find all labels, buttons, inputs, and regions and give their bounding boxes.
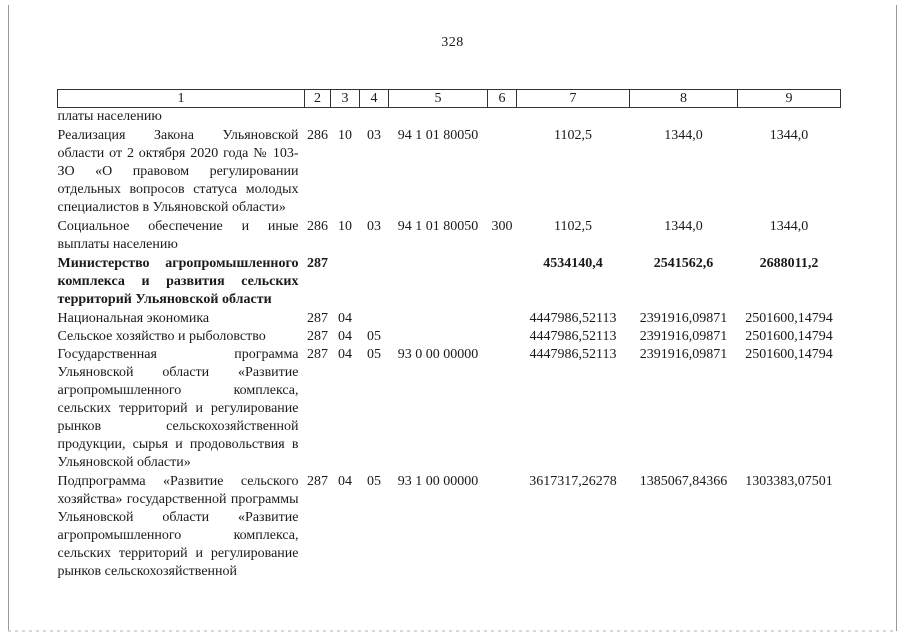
cell-target-article: 94 1 01 80050 <box>397 219 479 234</box>
cell-section: 10 <box>338 219 352 234</box>
table-row <box>58 126 841 217</box>
cell-code <box>305 108 331 127</box>
cell-code: 286 <box>307 128 328 143</box>
row-name: Сельское хозяйство и рыболовство <box>57 329 266 344</box>
cell-subsection <box>360 254 389 309</box>
cell-expense-type: 300 <box>491 219 513 234</box>
cell-amount-2 <box>630 108 738 127</box>
cell-amount-2: 2391916,09871 <box>639 347 728 362</box>
cell-target-article: 93 1 00 00000 <box>397 474 479 489</box>
cell-code: 287 <box>307 347 328 362</box>
table-row <box>58 217 841 254</box>
cell-amount-1: 4534140,4 <box>543 256 603 271</box>
cell-amount-1: 4447986,52113 <box>529 347 617 362</box>
cell-target-article <box>389 108 488 127</box>
cell-amount-3: 2688011,2 <box>759 256 819 271</box>
scan-edge <box>8 630 897 632</box>
row-name: Министерство агропромышленного комплекса и развития сельских территорий Ульяновской области <box>57 256 299 307</box>
cell-subsection: 05 <box>367 347 381 362</box>
cell-subsection: 03 <box>367 219 381 234</box>
cell-target-article <box>389 309 488 328</box>
cell-amount-1: 4447986,52113 <box>529 311 617 326</box>
cell-amount-3: 1303383,07501 <box>745 474 833 489</box>
cell-amount-2: 1344,0 <box>664 219 703 234</box>
row-name: Социальное обеспечение и иные выплаты населению <box>57 219 299 252</box>
cell-amount-1: 4447986,52113 <box>529 329 617 344</box>
cell-target-article: 93 0 00 00000 <box>397 347 479 362</box>
cell-section: 04 <box>338 347 352 362</box>
cell-section <box>331 254 360 309</box>
cell-subsection <box>360 108 389 127</box>
cell-amount-3: 2501600,14794 <box>745 347 833 362</box>
table-row <box>58 254 841 309</box>
table-row <box>58 328 841 346</box>
table-row <box>58 472 841 581</box>
cell-subsection <box>360 309 389 328</box>
column-header: 1 <box>58 90 305 108</box>
cell-target-article <box>389 328 488 346</box>
cell-expense-type <box>488 126 517 217</box>
column-header: 3 <box>331 90 360 108</box>
cell-amount-2: 1385067,84366 <box>639 474 728 489</box>
cell-amount-2: 1344,0 <box>664 128 703 143</box>
cell-subsection: 03 <box>367 128 381 143</box>
cell-section: 04 <box>338 474 352 489</box>
cell-code: 287 <box>307 311 328 326</box>
cell-amount-3: 1344,0 <box>769 128 809 143</box>
cell-code: 287 <box>307 329 328 344</box>
row-name: Государственная программа Ульяновской области «Развитие агропромышленного комплекса, сельских территорий и регулирование рынков сельскохозяйственной продукции, сырья и продовольствия в Ульяновской области» <box>57 347 299 470</box>
cell-expense-type <box>488 309 517 328</box>
cell-subsection: 05 <box>367 474 381 489</box>
cell-amount-2: 2541562,6 <box>653 256 714 271</box>
table-row <box>58 108 841 127</box>
cell-code: 287 <box>307 256 328 271</box>
cell-subsection: 05 <box>367 329 381 344</box>
cell-target-article: 94 1 01 80050 <box>397 128 479 143</box>
cell-amount-3: 2501600,14794 <box>745 329 833 344</box>
row-name: Подпрограмма «Развитие сельского хозяйства» государственной программы Ульяновской области «Развитие агропромышленного комплекса, сельских территорий и регулирование рынков сельскохозяйственной <box>57 474 299 579</box>
cell-amount-1: 1102,5 <box>554 219 592 234</box>
cell-section: 04 <box>338 329 352 344</box>
table-header-row <box>58 90 841 108</box>
cell-amount-1: 1102,5 <box>554 128 592 143</box>
cell-target-article <box>389 254 488 309</box>
cell-amount-1 <box>517 108 630 127</box>
column-header: 4 <box>360 90 389 108</box>
cell-expense-type <box>488 472 517 581</box>
cell-expense-type <box>488 346 517 472</box>
page-number: 328 <box>441 35 464 50</box>
cell-code: 286 <box>307 219 328 234</box>
column-header: 9 <box>738 90 841 108</box>
budget-table <box>57 89 841 581</box>
row-name: Национальная экономика <box>57 311 210 326</box>
cell-amount-3: 1344,0 <box>769 219 809 234</box>
cell-code: 287 <box>307 474 328 489</box>
row-name: Реализация Закона Ульяновской области от 2 октября 2020 года № 103-ЗО «О правовом регулировании отдельных вопросов статуса молодых специалистов в Ульяновской области» <box>57 128 299 215</box>
cell-section <box>331 108 360 127</box>
table-row <box>58 346 841 472</box>
cell-section: 04 <box>338 311 352 326</box>
cell-amount-1: 3617317,26278 <box>529 474 617 489</box>
cell-section: 10 <box>338 128 352 143</box>
row-name: платы населению <box>57 109 162 124</box>
cell-expense-type <box>488 254 517 309</box>
column-header: 7 <box>517 90 630 108</box>
cell-amount-2: 2391916,09871 <box>639 329 728 344</box>
cell-expense-type <box>488 328 517 346</box>
column-header: 5 <box>389 90 488 108</box>
column-header: 6 <box>488 90 517 108</box>
cell-amount-3 <box>738 108 841 127</box>
column-header: 2 <box>305 90 331 108</box>
cell-amount-3: 2501600,14794 <box>745 311 833 326</box>
column-header: 8 <box>630 90 738 108</box>
cell-expense-type <box>488 108 517 127</box>
table-row <box>58 309 841 328</box>
cell-amount-2: 2391916,09871 <box>639 311 728 326</box>
